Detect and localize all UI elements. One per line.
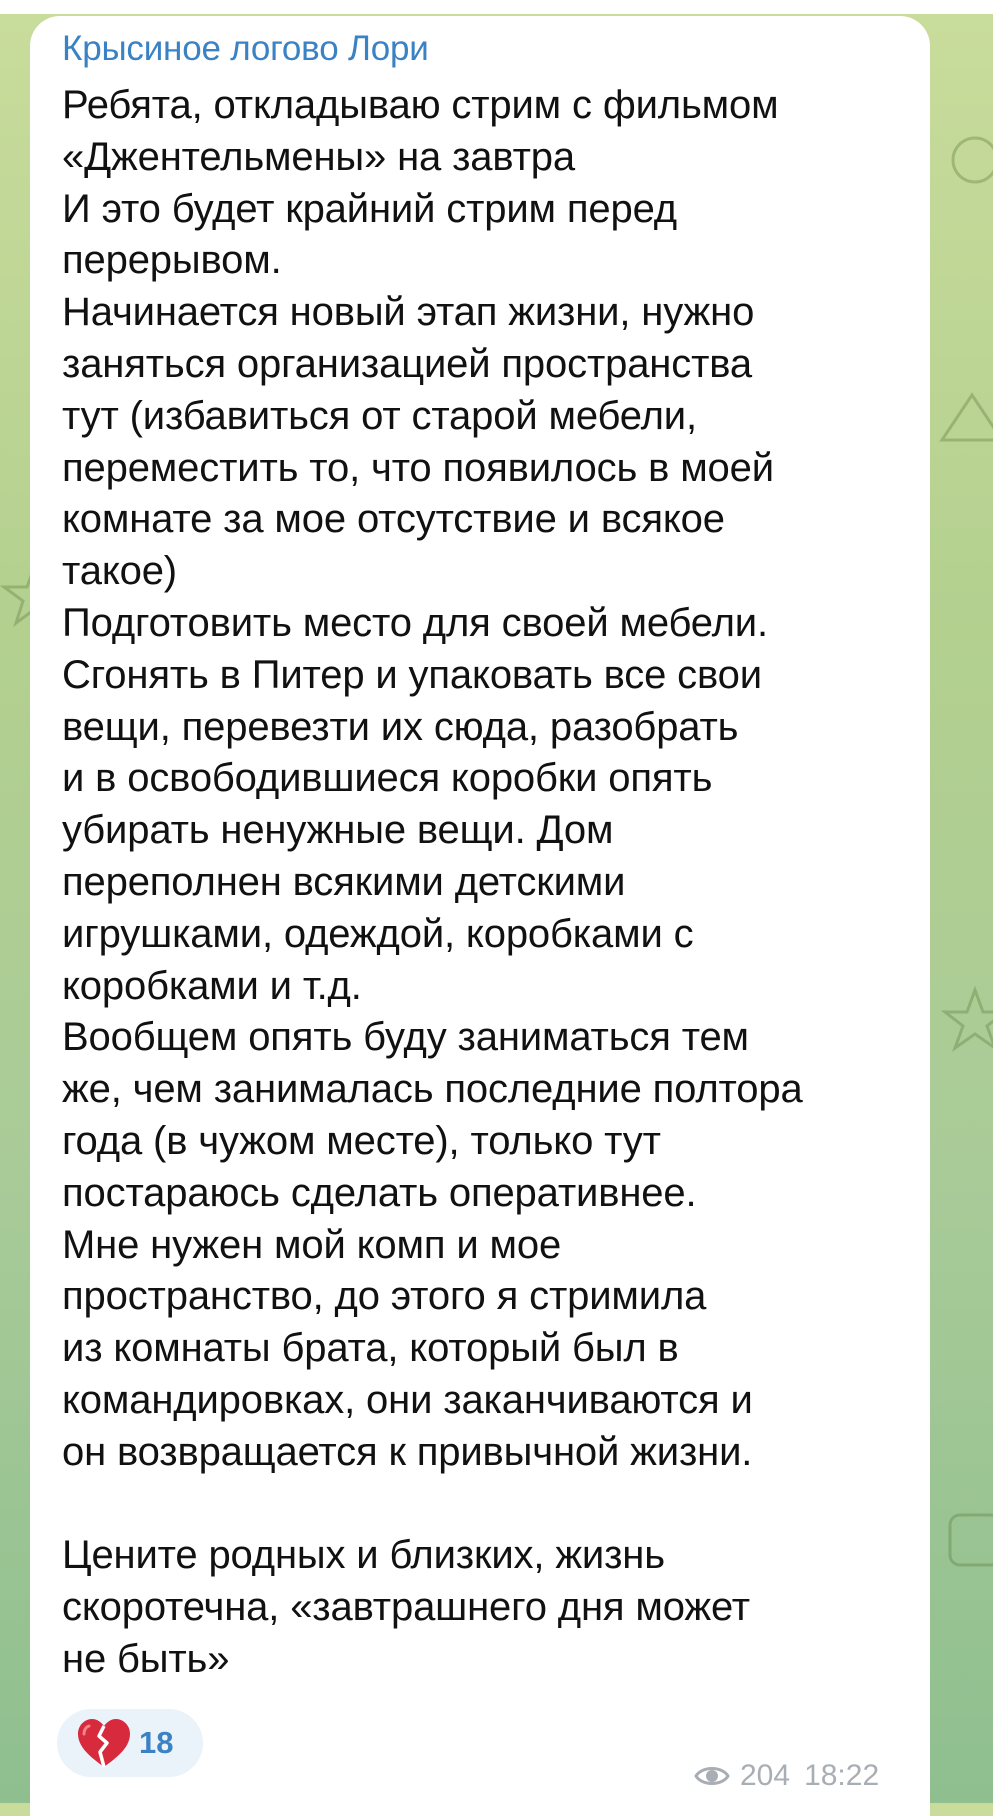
wallpaper-doodle-icon — [935, 120, 993, 200]
wallpaper-doodle-icon — [935, 980, 993, 1060]
message-meta — [692, 1752, 893, 1803]
channel-name[interactable]: Крысиное логово Лори — [62, 29, 429, 68]
views-count: 204 — [740, 1759, 791, 1792]
reaction-chip[interactable] — [57, 1709, 203, 1777]
status-area — [0, 0, 993, 14]
wallpaper-doodle-icon — [932, 380, 993, 460]
eye-icon — [692, 1756, 732, 1796]
wallpaper-doodle-icon — [935, 1500, 993, 1580]
message-text: Ребята, откладываю стрим с фильмом «Джентельмены» на завтра И это будет крайний стрим перед перерывом. Начинается новый этап жизни, нужно заняться организацией пространства тут (избавиться от старой мебели, переместить то, что появилось в моей комнате за мое отсутствие и всякое такое) Подготовить место для своей мебели. Сгонять в Питер и упаковать все свои вещи, перевезти их сюда, разобрать и в освободившиеся коробки опять убирать ненужные вещи. Дом переполнен всякими детскими игрушками, одеждой, коробками с коробками и т.д. Вообщем опять буду заниматься тем же, чем занималась последние полтора года (в чужом месте), только тут постараюсь сделать оперативнее. Мне нужен мой комп и мое пространство, до этого я стримила из комнаты брата, который был в командировках, они заканчиваются и он возвращается к привычной жизни. Цените родных и близких, жизнь скоротечна, «завтрашнего дня может не быть» — [62, 83, 803, 1681]
reaction-count: 18 — [139, 1725, 174, 1760]
message-time: 18:22 — [804, 1759, 880, 1792]
broken-heart-icon — [75, 1715, 137, 1771]
